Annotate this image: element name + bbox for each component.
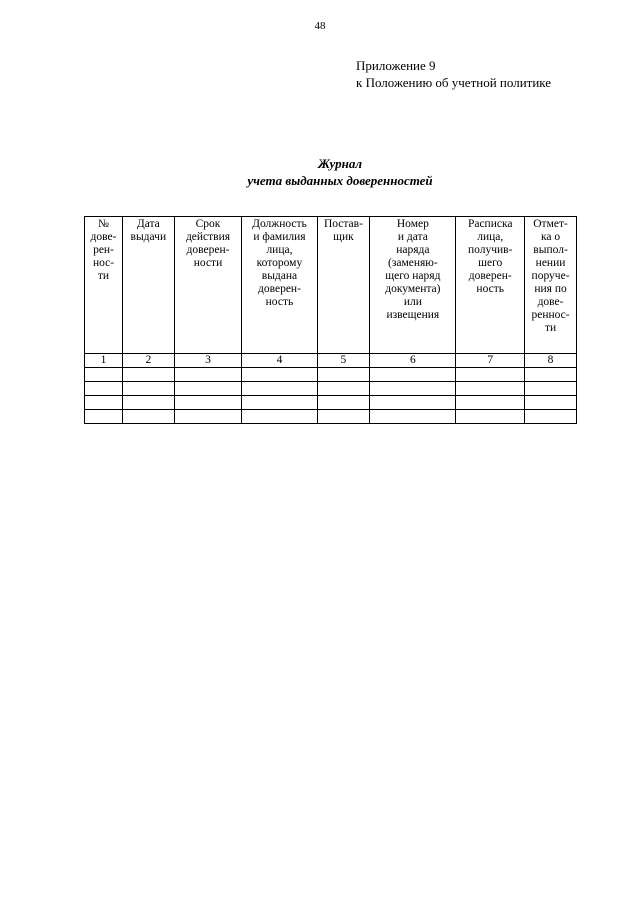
empty-cell xyxy=(242,382,317,396)
empty-cell xyxy=(123,368,175,382)
header-cell-order-number xyxy=(370,217,456,354)
empty-cell xyxy=(123,396,175,410)
header-label: Постав- щик xyxy=(323,218,363,243)
header-cell-position-name xyxy=(242,217,317,354)
column-number-cell: 4 xyxy=(242,354,317,368)
empty-cell xyxy=(242,368,317,382)
column-number-cell: 5 xyxy=(317,354,370,368)
table-header-row xyxy=(85,217,577,354)
header-cell-completion-mark xyxy=(525,217,577,354)
header-label: Дата выдачи xyxy=(130,218,167,243)
empty-cell xyxy=(370,396,456,410)
empty-cell xyxy=(85,382,123,396)
empty-cell xyxy=(456,410,525,424)
column-number-cell: 2 xyxy=(123,354,175,368)
empty-cell xyxy=(525,410,577,424)
header-cell-issue-date xyxy=(123,217,175,354)
empty-cell xyxy=(85,368,123,382)
empty-cell xyxy=(456,382,525,396)
table-row xyxy=(85,368,577,382)
empty-cell xyxy=(85,396,123,410)
empty-cell xyxy=(174,396,242,410)
column-number-cell: 7 xyxy=(456,354,525,368)
column-number-cell: 6 xyxy=(370,354,456,368)
appendix-line-2: к Положению об учетной политике xyxy=(356,75,552,90)
empty-cell xyxy=(317,396,370,410)
table-row xyxy=(85,382,577,396)
empty-cell xyxy=(370,368,456,382)
column-number-row xyxy=(85,354,577,368)
empty-cell xyxy=(123,410,175,424)
header-cell-validity xyxy=(174,217,242,354)
journal-title-line-1: Журнал xyxy=(317,156,363,171)
appendix-line-1: Приложение 9 xyxy=(356,58,436,73)
header-cell-receipt-signature xyxy=(456,217,525,354)
empty-cell xyxy=(174,410,242,424)
header-label: Срок действия доверен- ности xyxy=(185,218,231,269)
table-row xyxy=(85,410,577,424)
empty-cell xyxy=(242,396,317,410)
header-label: Должность и фамилия лица, которому выдана доверен- ность xyxy=(252,218,307,308)
empty-cell xyxy=(525,382,577,396)
column-number-cell: 3 xyxy=(174,354,242,368)
header-label: Номер и дата наряда (заменяю- щего наряд документа) или извещения xyxy=(385,218,441,321)
empty-cell xyxy=(317,368,370,382)
empty-cell xyxy=(85,410,123,424)
empty-cell xyxy=(317,410,370,424)
empty-cell xyxy=(525,368,577,382)
column-number-cell: 1 xyxy=(85,354,123,368)
journal-table xyxy=(84,216,577,424)
empty-cell xyxy=(317,382,370,396)
empty-cell xyxy=(242,410,317,424)
empty-cell xyxy=(174,382,242,396)
journal-title-line-2: учета выданных доверенностей xyxy=(247,173,433,188)
empty-cell xyxy=(456,368,525,382)
empty-cell xyxy=(123,382,175,396)
journal-title xyxy=(0,155,640,189)
header-cell-supplier xyxy=(317,217,370,354)
empty-cell xyxy=(174,368,242,382)
appendix-note xyxy=(356,57,551,91)
empty-cell xyxy=(370,382,456,396)
header-label: Отмет- ка о выпол- нении поруче- ния по дове- реннос- ти xyxy=(531,218,570,334)
empty-cell xyxy=(525,396,577,410)
header-label: № дове- рен- нос- ти xyxy=(90,218,117,282)
table-row xyxy=(85,396,577,410)
empty-cell xyxy=(456,396,525,410)
header-label: Расписка лица, получив- шего доверен- ность xyxy=(467,218,513,295)
page-number: 48 xyxy=(314,20,326,32)
header-cell-proxy-number xyxy=(85,217,123,354)
column-number-cell: 8 xyxy=(525,354,577,368)
empty-cell xyxy=(370,410,456,424)
